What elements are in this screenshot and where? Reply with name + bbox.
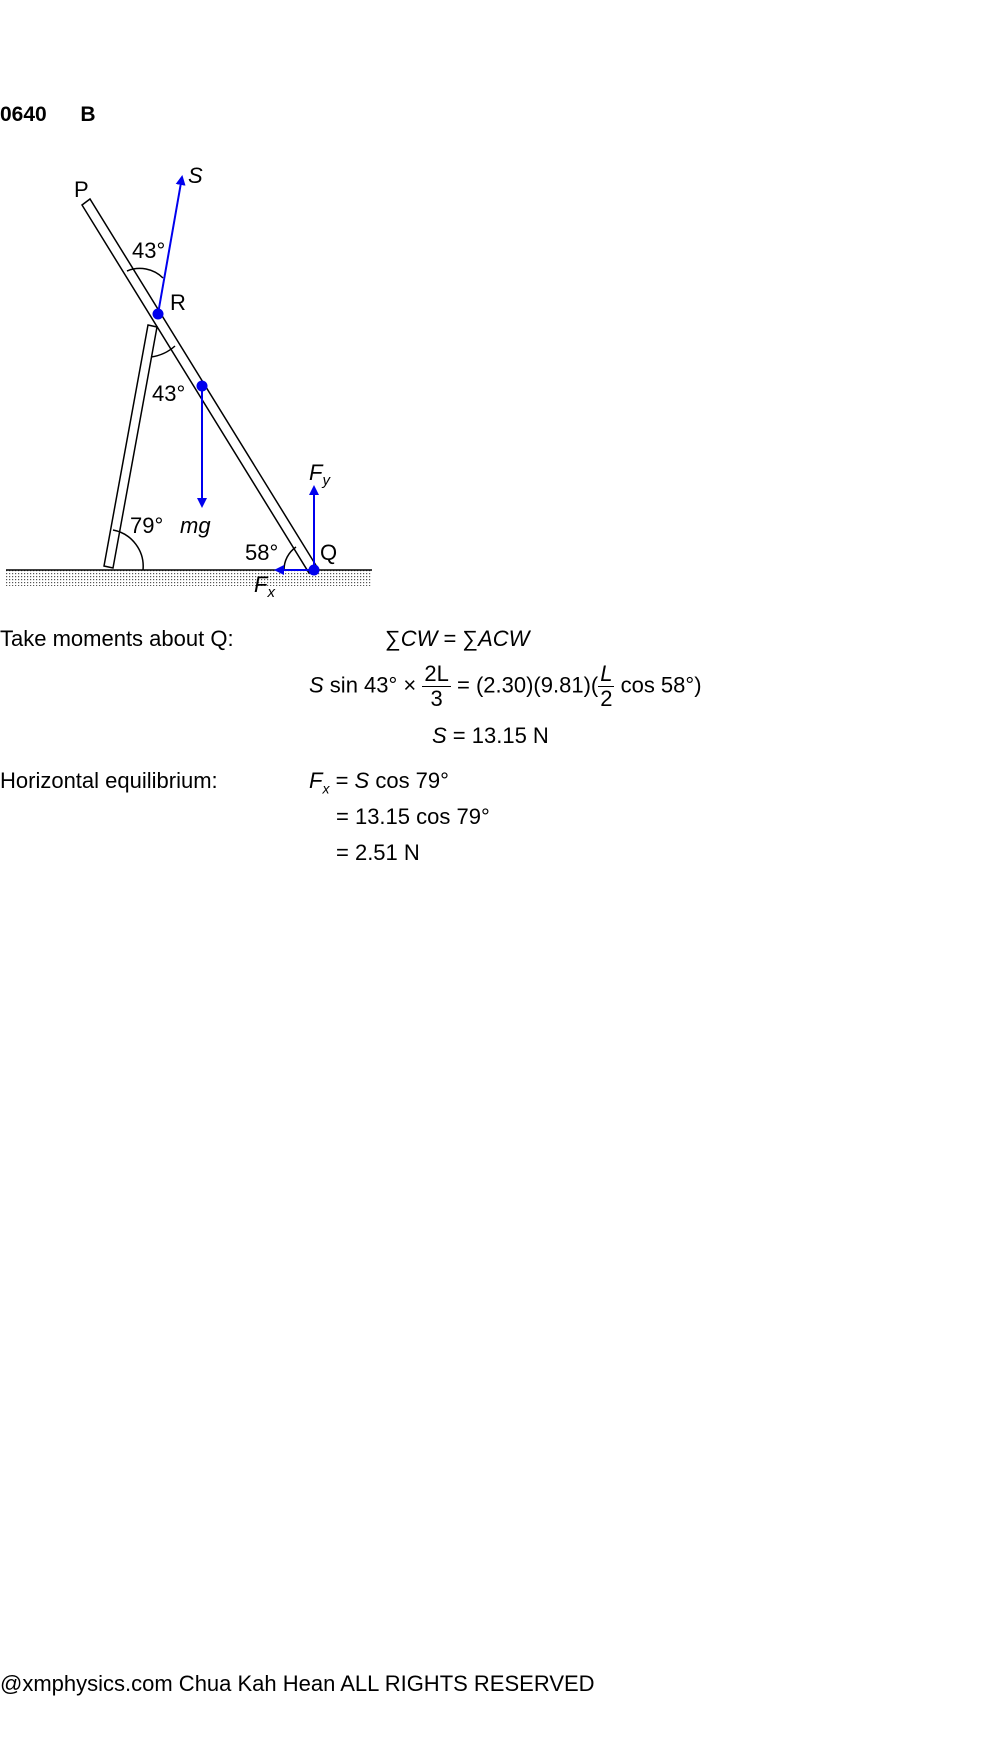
label-p: P [74,177,89,202]
point-centre-of-mass [197,381,208,392]
horizontal-label: Horizontal equilibrium: [0,768,218,793]
moments-line-3: S = 13.15 N [432,723,549,748]
label-mg: mg [180,513,211,538]
question-number [0,103,96,127]
horizontal-line-3: = 2.51 N [336,840,420,865]
label-q: Q [320,540,338,565]
moments-line-2: S sin 43° × $\frac{2L}{3}$ = (2.30)(9.81)( $\frac{L}{2}$ cos 58°) [309,661,702,712]
question-id: 0640 [0,103,47,126]
horizontal-line-1: $F_x = S$ cos 79° [309,768,449,797]
fraction-l-over-2: $\frac{L}{2}$ [600,661,613,712]
moments-label: Take moments about Q: [0,626,234,651]
label-r: R [170,290,186,315]
angle-arc-58 [284,547,296,570]
point-r [153,309,164,320]
answer-letter: B [80,103,96,126]
label-angle-top: 43° [132,238,166,263]
copyright-footer: @xmphysics.com Chua Kah Hean ALL RIGHTS RESERVED [0,1671,595,1696]
horizontal-line-2: = 13.15 cos 79° [336,804,490,829]
point-q [309,565,320,576]
label-fy: $F_y$ [309,460,330,489]
label-s: S [188,163,203,188]
moments-line-1: ∑CW = ∑ACW [385,626,530,651]
label-angle-mid: 43° [152,381,186,406]
label-fx: $F_x$ [254,572,275,601]
label-angle-58: 58° [245,540,279,565]
fraction-2l-over-3: $\frac{2L}{3}$ [424,661,449,712]
force-diagram [0,150,380,610]
label-angle-79: 79° [130,513,164,538]
